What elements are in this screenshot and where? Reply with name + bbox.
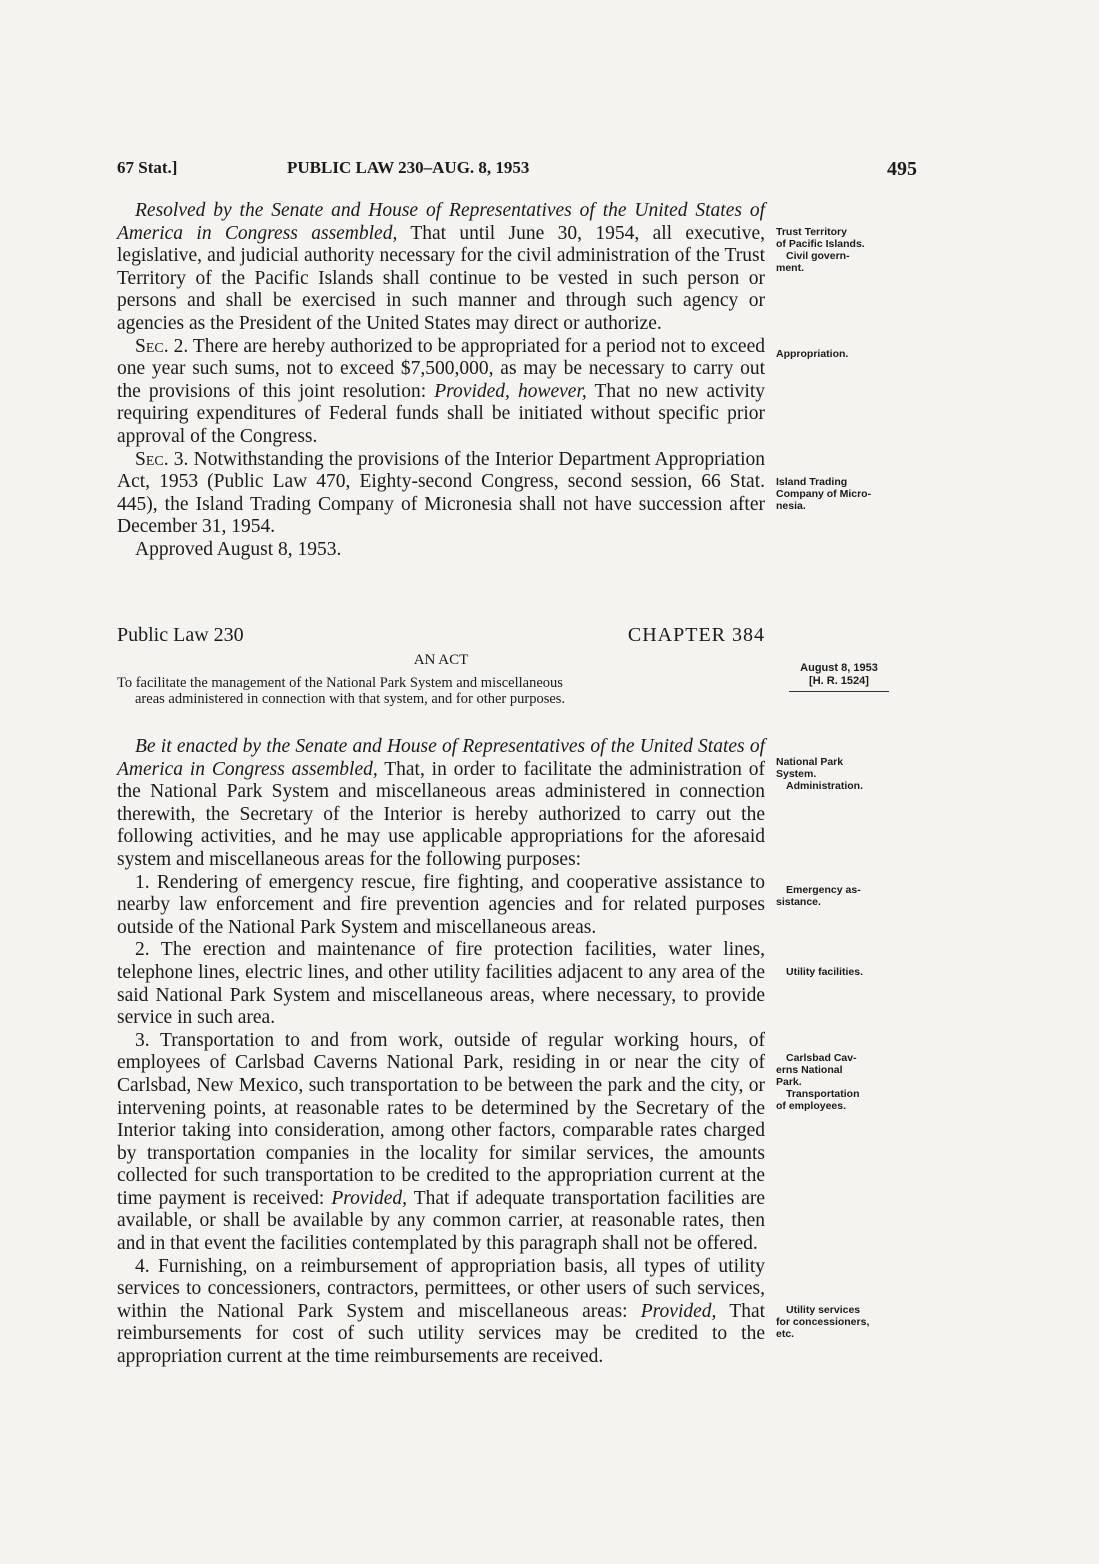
section-2-label: Sec. 2. [135,335,189,357]
item-4-text-a: 4. Furnishing, on a reimbursement of appropriation basis, all types of utility services to concessioners, contractors, permittees, or other users of such services, within the National Park System and miscellaneous areas: [117,1255,765,1322]
statute-volume: 67 Stat.] [117,158,178,177]
sidenote-line: Island Trading [776,476,848,488]
sidenote-line: Emergency as- [786,884,861,896]
sidenote-line: erns National [776,1064,843,1076]
section-2-proviso: Provided, however, [434,380,587,402]
sidenote-national-park [776,756,916,792]
resolution-section-1 [117,200,765,336]
sidenote-line: System. [776,768,817,780]
sidenote-island-trading [776,476,916,512]
act-body [117,736,765,1369]
sidenote-line: of Pacific Islands. [776,238,865,250]
sidenote-line: Trust Territory [776,226,847,238]
sidenote-emergency [776,884,916,908]
sidenote-line: nesia. [776,500,806,512]
section-3-label: Sec. 3. [135,448,189,470]
page-header [117,158,917,186]
item-3-text-a: 3. Transportation to and from work, outside of regular working hours, of employees of Carlsbad Caverns National Park, residing in or near the city of Carlsbad, New Mexico, such transportation to be between the park and the city, or intervening points, at reasonable rates to be determined by the Secretary of the Interior taking into consideration, among other factors, comparable rates charged by transportation companies in the locality for similar services, the amounts collected for such transportation to be credited to the appropriation current at the time payment is received: [117,1029,765,1209]
sidenote-line: ment. [776,262,805,274]
sidenote-line: Appropriation. [776,348,849,360]
sidenote-line: Park. [776,1076,802,1088]
sidenote-line: sistance. [776,896,821,908]
act-intro-text: That, in order to facilitate the administration of the National Park System and miscellaneous areas administered in connection therewith, the Secretary of the Interior is hereby authorized to carry out the following activities, and he may use applicable appropriations for the aforesaid system and miscellaneous areas for the following purposes: [117,758,765,870]
purpose-line: To facilitate the management of the National Park System and miscellaneous [117,675,563,691]
sidenote-line: Administration. [786,780,864,792]
act-item-2: 2. The erection and maintenance of fire protection facilities, water lines, telephone lines, electric lines, and other utility facilities adjacent to any area of the said National Park System and miscellaneous areas, where necessary, to provide service in such area. [117,939,765,1029]
act-date: August 8, 1953 [800,662,878,674]
sidenote-carlsbad [776,1052,916,1112]
sidenote-line: etc. [776,1328,795,1340]
sidenote-line: Utility services [786,1304,861,1316]
act-enacting-clause: Be it enacted by the Senate and House of Representatives of the United States of America in Congress assembled, [117,736,765,780]
approval-line: Approved August 8, 1953. [135,538,342,560]
purpose-line: areas administered in connection with that system, and for other purposes. [135,691,566,707]
bill-number: [H. R. 1524] [809,675,869,687]
section-1-text: That until June 30, 1954, all executive, legislative, and judicial authority necessary for the civil administration of the Trust Territory of the Pacific Islands shall continue to be vested in such person or persons and shall be exercised in such manner and through such agency or agencies as the President of the United States may direct or authorize. [117,222,765,334]
act-item-1: 1. Rendering of emergency rescue, fire fighting, and cooperative assistance to nearby law enforcement and fire prevention agencies and for related purposes outside of the National Park System and miscellaneous areas. [117,871,765,938]
sidenote-line: of employees. [776,1100,847,1112]
sidenote-appropriation [776,348,916,360]
act-purpose [117,675,765,707]
act-item-3 [117,1030,765,1256]
sidenote-line: National Park [776,756,844,768]
act-intro [117,736,765,872]
section-2-text-a: There are hereby authorized to be appropriated for a period not to exceed one year such sums, not to exceed $7,500,000, as may be necessary to carry out the provisions of this joint resolution: [117,335,765,402]
resolution-body [117,200,765,562]
sidenote-utility-services [776,1304,916,1340]
sidenote-line: Utility facilities. [786,966,864,978]
resolution-section-2 [117,336,765,449]
section-2-text-b: That no new activity requiring expenditures of Federal funds shall be initiated without specific prior approval of the Congress. [117,380,766,447]
item-4-proviso: Provided, [640,1300,717,1322]
public-law-number: Public Law 230 [117,624,244,646]
sidenote-line: for concessioners, [776,1316,870,1328]
sidenote-line: Company of Micro- [776,488,872,500]
divider [789,691,889,692]
resolution-section-3 [117,449,765,539]
an-act-label: AN ACT [413,652,469,668]
enacting-clause: Resolved by the Senate and House of Representatives of the United States of America in Congress assembled, [117,200,765,244]
sidenote-trust-territory [776,226,916,274]
item-4-text-b: That reimbursements for cost of such utility services may be credited to the appropriation current at the time reimbursements are received. [117,1300,766,1368]
sidenote-utility-facilities [776,966,916,978]
act-item-4 [117,1256,765,1369]
running-title: PUBLIC LAW 230–AUG. 8, 1953 [287,158,530,177]
sidenote-line: Transportation [786,1088,860,1100]
page-number: 495 [887,158,917,180]
chapter-number: CHAPTER 384 [627,624,765,646]
item-3-proviso: Provided, [331,1187,408,1209]
sidenote-line: Carlsbad Cav- [786,1052,857,1064]
item-3-text-b: That if adequate transportation facilities are available, or shall be available by any common carrier, at reasonable rates, then and in that event the facilities contemplated by this paragraph shall not be offered. [117,1187,766,1255]
sidenote-line: Civil govern- [786,250,850,262]
act-date-block [789,662,889,692]
section-3-text: Notwithstanding the provisions of the Interior Department Appropriation Act, 1953 (Public Law 470, Eighty-second Congress, second session, 66 Stat. 445), the Island Trading Company of Micronesia shall not have succession after December 31, 1954. [117,448,765,538]
